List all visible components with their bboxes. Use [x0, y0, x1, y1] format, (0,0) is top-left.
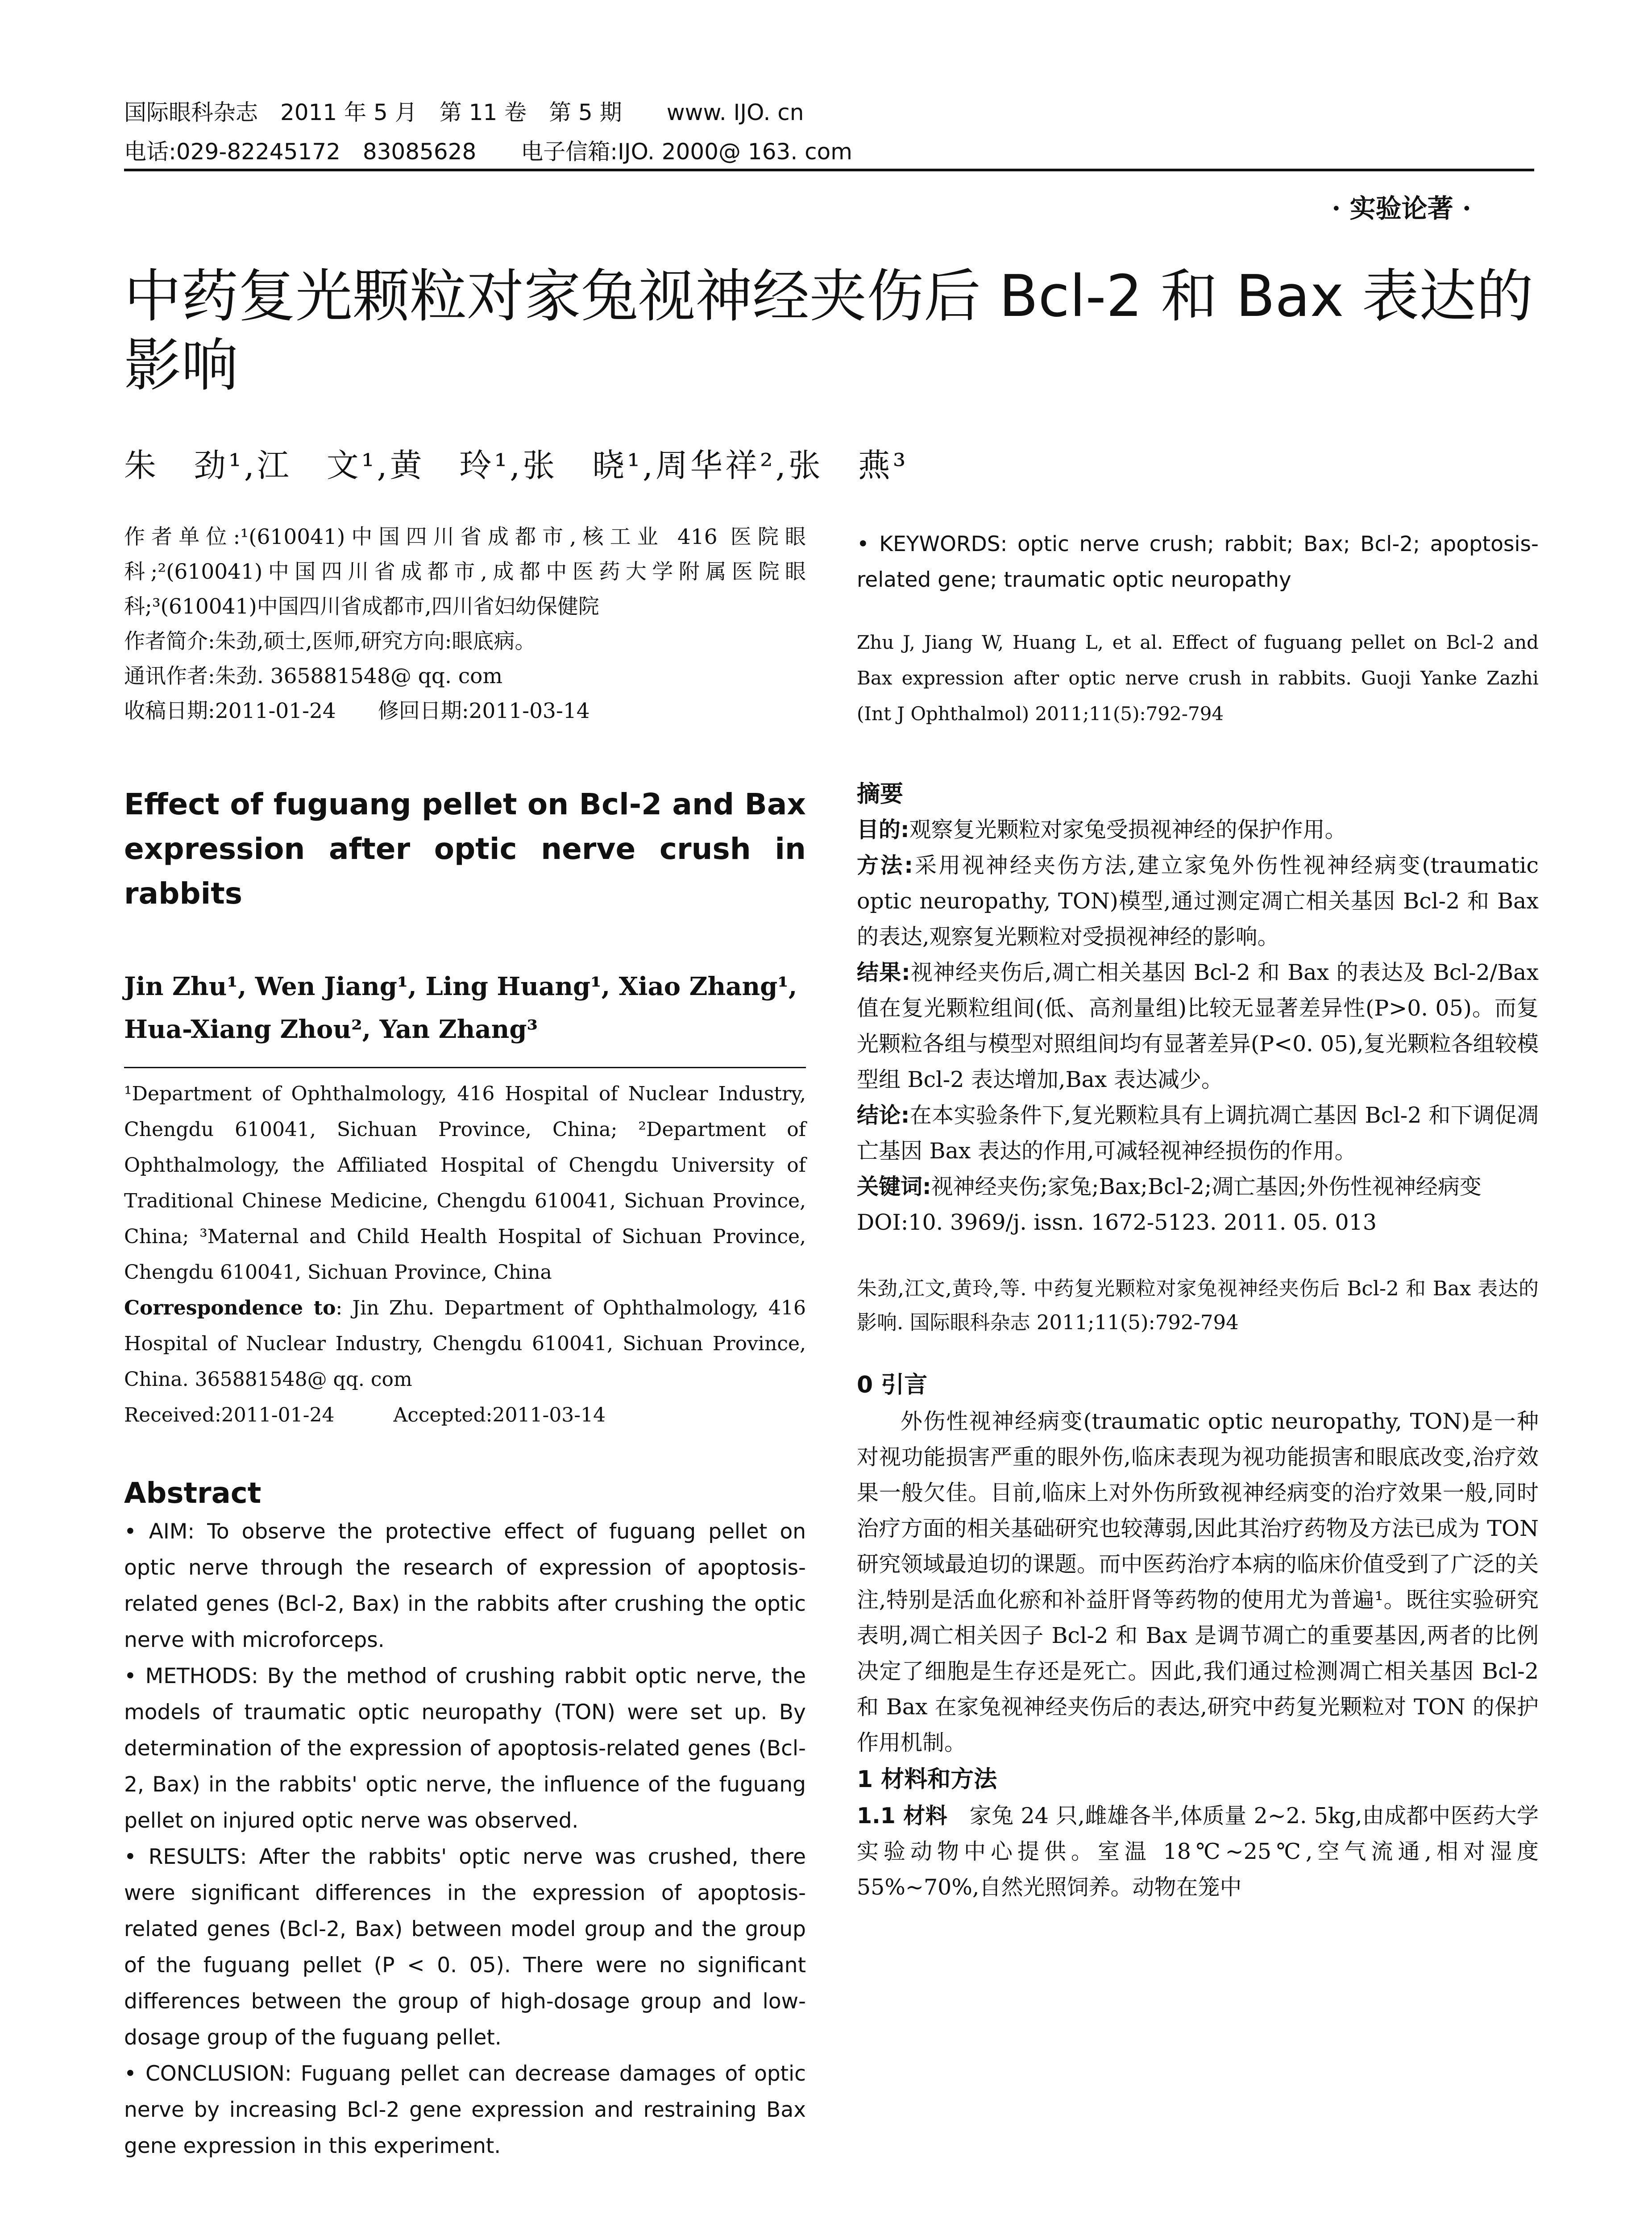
abstract-cn-keywords: 关键词:视神经夹伤;家兔;Bax;Bcl-2;凋亡基因;外伤性视神经病变: [857, 1174, 1482, 1199]
citation-en: Zhu J, Jiang W, Huang L, et al. Effect of fuguang pellet on Bcl-2 and Bax expression after optic nerve crush in rabbits. Guoji Yanke Zazhi (Int J Ophthalmol) 2011;11(5):792-794: [857, 631, 1539, 725]
title-cn-line2: 影响: [124, 332, 239, 399]
correspondence-label: Correspondence to: [124, 1297, 336, 1319]
abstract-methods: • METHODS: By the method of crushing rabbit optic nerve, the models of traumatic optic neuropathy (TON) were set up. By determination of the expression of apoptosis-related genes (Bcl-2, Bax) in the rabbits' optic nerve, the influence of the fuguang pellet on injured optic nerve was observed.: [124, 1664, 806, 1833]
abstract-cn-methods: 方法:采用视神经夹伤方法,建立家兔外伤性视神经病变(traumatic optic neuropathy, TON)模型,通过测定凋亡相关基因 Bcl-2 和 Bax 的表达,观察复光颗粒对受损视神经的影响。: [857, 853, 1539, 950]
journal-header-line1: 国际眼科杂志 2011 年 5 月 第 11 卷 第 5 期 www. IJO. cn: [124, 100, 804, 125]
title-en: Effect of fuguang pellet on Bcl-2 and Bax expression after optic nerve crush in rabbits: [124, 787, 806, 911]
correspondence-en: [124, 1290, 806, 1397]
authors-en: Jin Zhu¹, Wen Jiang¹, Ling Huang¹, Xiao Zhang¹, Hua-Xiang Zhou², Yan Zhang³: [124, 972, 797, 1044]
doi: DOI:10. 3969/j. issn. 1672-5123. 2011. 05. 013: [857, 1210, 1377, 1235]
article-category: · 实验论著 ·: [1332, 193, 1471, 224]
affiliation-cn: [124, 520, 806, 729]
affiliation-cn-bio: 作者简介:朱劲,硕士,医师,研究方向:眼底病。: [124, 629, 536, 654]
abstract-heading: Abstract: [124, 1477, 261, 1510]
methods-paragraph: 1.1 材料 家兔 24 只,雌雄各半,体质量 2~2. 5kg,由成都中医药大学实验动物中心提供。室温 18℃~25℃,空气流通,相对湿度 55%~70%,自然光照饲养。动物在笼中: [857, 1803, 1539, 1900]
affiliation-en: ¹Department of Ophthalmology, 416 Hospital of Nuclear Industry, Chengdu 610041, Sichuan Province, China; ²Department of Ophthalmology, the Affiliated Hospital of Chengdu University of Traditional Chinese Medicine, Chengdu 610041, Sichuan Province, China; ³Maternal and Child Health Hospital of Sichuan Province, Chengdu 610041, Sichuan Province, China: [124, 1082, 806, 1284]
keywords-en: • KEYWORDS: optic nerve crush; rabbit; Bax; Bcl-2; apoptosis-related gene; traumatic optic neuropathy: [857, 532, 1539, 592]
affiliation-cn-dates: 收稿日期:2011-01-24 修回日期:2011-03-14: [124, 699, 590, 723]
abstract-cn-conclusion-label: 结论:: [857, 1103, 910, 1128]
abstract-cn-heading: 摘要: [857, 781, 904, 808]
affiliation-cn-units: 作者单位:¹(610041)中国四川省成都市,核工业 416 医院眼科;²(610041)中国四川省成都市,成都中医药大学附属医院眼科;³(610041)中国四川省成都市,四川省妇幼保健院: [124, 525, 806, 619]
abstract-cn-body: [857, 812, 1539, 1240]
received-accepted: Received:2011-01-24 Accepted:2011-03-14: [124, 1404, 606, 1427]
abstract-cn-aim: 目的:观察复光颗粒对家兔受损视神经的保护作用。: [857, 817, 1347, 842]
header-rule: [124, 169, 1534, 171]
abstract-cn-conclusion: 结论:在本实验条件下,复光颗粒具有上调抗凋亡基因 Bcl-2 和下调促凋亡基因 Bax 表达的作用,可减轻视神经损伤的作用。: [857, 1103, 1539, 1164]
abstract-cn-results-label: 结果:: [857, 960, 910, 985]
authors-cn: 朱 劲¹,江 文¹,黄 玲¹,张 晓¹,周华祥²,张 燕³: [124, 447, 909, 484]
left-column: [124, 520, 806, 2164]
intro-heading: 0 引言: [857, 1372, 928, 1398]
title-cn-line1: 中药复光颗粒对家兔视神经夹伤后 Bcl-2 和 Bax 表达的: [124, 263, 1534, 330]
affiliation-cn-correspondence: 通讯作者:朱劲. 365881548@ qq. com: [124, 664, 503, 688]
abstract-aim: • AIM: To observe the protective effect of fuguang pellet on optic nerve through the research of expression of apoptosis-related genes (Bcl-2, Bax) in the rabbits after crushing the optic nerve with microforceps.: [124, 1519, 806, 1652]
citation-cn: 朱劲,江文,黄玲,等. 中药复光颗粒对家兔视神经夹伤后 Bcl-2 和 Bax 表达的影响. 国际眼科杂志 2011;11(5):792-794: [857, 1277, 1539, 1334]
right-column: [857, 527, 1539, 1905]
intro-paragraph: 外伤性视神经病变(traumatic optic neuropathy, TON)是一种对视功能损害严重的眼外伤,临床表现为视功能损害和眼底改变,治疗效果一般欠佳。目前,临床上对外伤所致视神经病变的治疗效果一般,同时治疗方面的相关基础研究也较薄弱,因此其治疗药物及方法已成为 TON 研究领域最迫切的课题。而中医药治疗本病的临床价值受到了广泛的关注,特别是活血化瘀和补益肝肾等药物的使用尤为普遍¹。既往实验研究表明,凋亡相关因子 Bcl-2 和 Bax 是调节凋亡的重要基因,两者的比例决定了细胞是生存还是死亡。因此,我们通过检测凋亡相关基因 Bcl-2 和 Bax 在家兔视神经夹伤后的表达,研究中药复光颗粒对 TON 的保护作用机制。: [857, 1409, 1539, 1755]
abstract-cn-methods-label: 方法:: [857, 853, 913, 878]
methods-sub-label: 1.1 材料: [857, 1803, 948, 1829]
abstract-en-body: [124, 1514, 806, 2164]
abstract-conclusion: • CONCLUSION: Fuguang pellet can decrease damages of optic nerve by increasing Bcl-2 gene expression and restraining Bax gene expression in this experiment.: [124, 2061, 806, 2158]
abstract-cn-aim-label: 目的:: [857, 817, 909, 842]
methods-heading: 1 材料和方法: [857, 1766, 997, 1793]
affiliation-divider: [124, 1067, 806, 1068]
abstract-results: • RESULTS: After the rabbits' optic nerve was crushed, there were significant differences in the expression of apoptosis-related genes (Bcl-2, Bax) between model group and the group of the fuguang pellet (P < 0. 05). There were no significant differences between the group of high-dosage group and low-dosage group of the fuguang pellet.: [124, 1845, 806, 2050]
correspondence-text: : Jin Zhu. Department of Ophthalmology, 416 Hospital of Nuclear Industry, Chengdu 610041, Sichuan Province, China. 365881548@ qq. com: [124, 1297, 806, 1391]
journal-header-line2: 电话:029-82245172 83085628 电子信箱:IJO. 2000@ 163. com: [124, 139, 852, 165]
abstract-cn-keywords-label: 关键词:: [857, 1174, 931, 1199]
abstract-cn-results: 结果:视神经夹伤后,凋亡相关基因 Bcl-2 和 Bax 的表达及 Bcl-2/Bax 值在复光颗粒组间(低、高剂量组)比较无显著差异性(P>0. 05)。而复光颗粒各组与模型对照组间均有显著差异(P<0. 05),复光颗粒各组较模型组 Bcl-2 表达增加,Bax 表达减少。: [857, 960, 1539, 1092]
